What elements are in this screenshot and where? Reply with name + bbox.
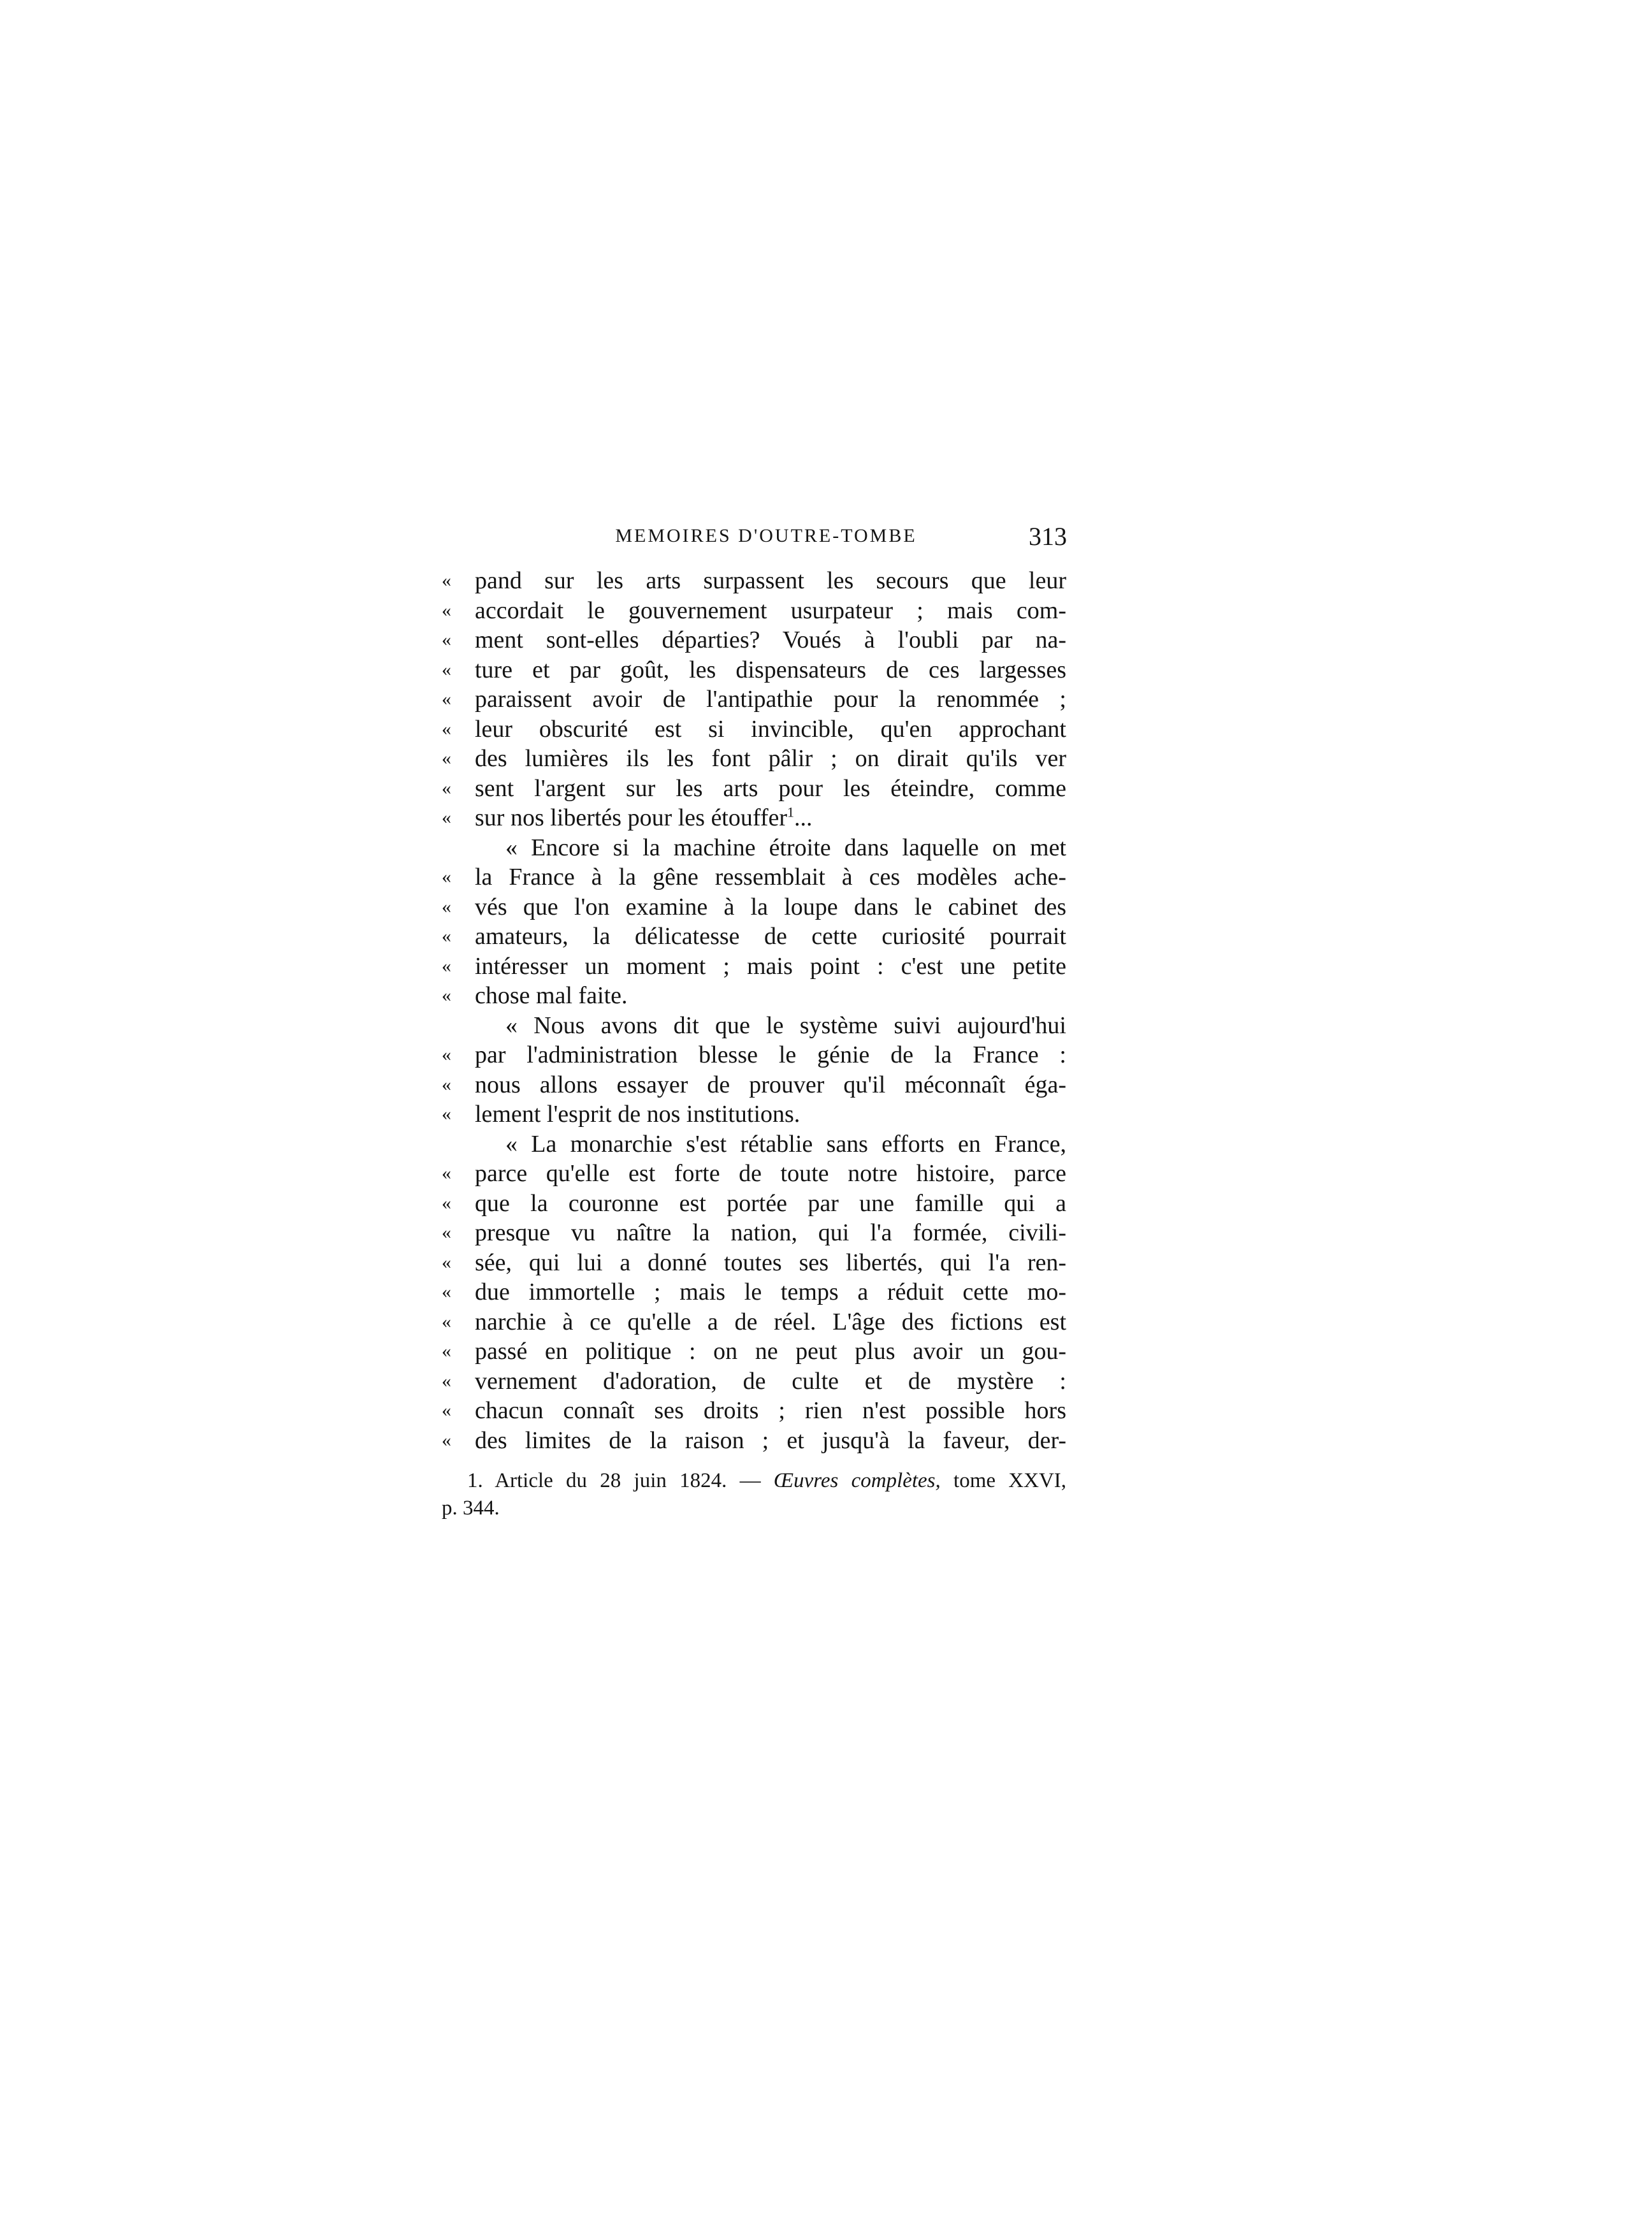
line-words: sée, qui lui a donné toutes ses libertés, qui l'a ren- — [475, 1249, 1066, 1276]
line-text — [475, 922, 1066, 952]
quotation-mark: « — [442, 718, 451, 739]
quotation-mark: « — [442, 748, 451, 769]
text-line — [442, 833, 1066, 863]
line-text — [475, 803, 1066, 833]
line-text — [475, 1040, 1066, 1070]
line-text — [475, 1307, 1066, 1337]
line-text — [475, 566, 1066, 596]
text-line — [442, 1396, 1066, 1426]
quotation-mark: « — [442, 1222, 451, 1243]
quotation-mark: « — [442, 1251, 451, 1273]
body-text — [442, 566, 1066, 1455]
line-words: passé en politique : on ne peut plus avoir un gou- — [475, 1338, 1066, 1365]
text-line — [442, 1100, 1066, 1129]
text-line — [442, 922, 1066, 952]
text-line — [442, 596, 1066, 626]
line-words: leur obscurité est si invincible, qu'en approchant — [475, 715, 1066, 743]
line-text — [475, 981, 1066, 1011]
line-words: la France à la gêne ressemblait à ces modèles ache- — [475, 864, 1066, 890]
text-line — [442, 685, 1066, 715]
footnote-number: 1. — [467, 1469, 483, 1492]
text-line — [442, 715, 1066, 744]
line-text — [475, 952, 1066, 982]
footnote — [442, 1467, 1066, 1522]
line-text — [475, 774, 1066, 804]
quotation-mark: « — [442, 1310, 451, 1332]
line-words: sur nos libertés pour les étouffer — [475, 804, 788, 831]
text-line — [442, 1277, 1066, 1307]
line-text — [475, 715, 1066, 744]
text-line — [442, 803, 1066, 833]
quotation-mark: « — [442, 1340, 451, 1361]
line-text — [475, 1337, 1066, 1367]
line-text — [475, 685, 1066, 715]
footnote-reference: 1 — [787, 804, 795, 820]
line-text — [475, 1189, 1066, 1219]
page-number: 313 — [1029, 522, 1067, 551]
line-text — [475, 625, 1066, 655]
line-words: chacun connaît ses droits ; rien n'est possible hors — [475, 1397, 1066, 1424]
running-head — [465, 521, 1067, 560]
quotation-mark: « — [442, 658, 451, 680]
footnote-line — [442, 1467, 1066, 1495]
line-ellipsis: ... — [794, 804, 813, 831]
quotation-mark: « — [442, 1163, 451, 1184]
quotation-mark: « — [442, 1429, 451, 1451]
line-text — [475, 892, 1066, 922]
quotation-mark: « — [442, 926, 451, 947]
text-line — [442, 655, 1066, 685]
line-words: vernement d'adoration, de culte et de mystère : — [475, 1367, 1066, 1395]
line-words: des limites de la raison ; et jusqu'à la faveur, der- — [475, 1427, 1066, 1454]
line-text — [475, 1277, 1066, 1307]
line-text — [475, 655, 1066, 685]
text-line — [442, 892, 1066, 922]
footnote-page-ref: p. 344. — [442, 1497, 500, 1520]
line-text — [475, 1367, 1066, 1397]
line-words: nous allons essayer de prouver qu'il méconnaît éga- — [475, 1071, 1066, 1098]
footnote-volume: tome XXVI, — [953, 1469, 1067, 1492]
text-line — [442, 1040, 1066, 1070]
quotation-mark: « — [442, 599, 451, 621]
footnote-line — [442, 1495, 1066, 1522]
line-words: due immortelle ; mais le temps a réduit cette mo- — [475, 1279, 1066, 1305]
footnote-work-title: Œuvres complètes, — [773, 1469, 941, 1492]
text-line — [442, 1070, 1066, 1100]
line-words: des lumières ils les font pâlir ; on dirait qu'ils ver — [475, 745, 1066, 772]
line-text — [475, 1070, 1066, 1100]
line-words: « Encore si la machine étroite dans laquelle on met — [505, 834, 1066, 861]
line-text — [475, 744, 1066, 774]
line-words: ment sont-elles départies? Voués à l'oubli par na- — [475, 627, 1066, 653]
text-line — [442, 981, 1066, 1011]
line-words: accordait le gouvernement usurpateur ; mais com- — [475, 597, 1066, 624]
quotation-mark: « — [442, 1103, 451, 1124]
text-line — [442, 952, 1066, 982]
line-words: sent l'argent sur les arts pour les éteindre, comme — [475, 774, 1066, 802]
text-line — [442, 1426, 1066, 1456]
text-line — [442, 1307, 1066, 1337]
line-text — [505, 1129, 1066, 1159]
text-line — [442, 1129, 1066, 1159]
text-line — [442, 862, 1066, 892]
text-line — [442, 744, 1066, 774]
line-text — [475, 1426, 1066, 1456]
line-text — [505, 833, 1066, 863]
text-line — [442, 1367, 1066, 1397]
line-text — [475, 862, 1066, 892]
text-line — [442, 1218, 1066, 1248]
running-title: MEMOIRES D'OUTRE-TOMBE — [615, 525, 917, 546]
line-words: « La monarchie s'est rétablie sans efforts en France, — [505, 1130, 1066, 1158]
line-words: ture et par goût, les dispensateurs de ces largesses — [475, 656, 1066, 683]
quotation-mark: « — [442, 629, 451, 650]
quotation-mark: « — [442, 1370, 451, 1391]
line-text — [475, 1248, 1066, 1278]
quotation-mark: « — [442, 777, 451, 799]
quotation-mark: « — [442, 985, 451, 1006]
line-words: « Nous avons dit que le système suivi aujourd'hui — [505, 1012, 1066, 1039]
line-words: chose mal faite. — [475, 982, 628, 1009]
line-words: pand sur les arts surpassent les secours que leur — [475, 567, 1066, 594]
text-line — [442, 1159, 1066, 1189]
line-words: que la couronne est portée par une famille qui a — [475, 1189, 1066, 1217]
text-line — [442, 1189, 1066, 1219]
line-text — [475, 1159, 1066, 1189]
line-words: lement l'esprit de nos institutions. — [475, 1101, 801, 1128]
line-text — [475, 1396, 1066, 1426]
quotation-mark: « — [442, 688, 451, 709]
line-text — [505, 1011, 1066, 1041]
text-line — [442, 566, 1066, 596]
quotation-mark: « — [442, 1073, 451, 1095]
line-words: par l'administration blesse le génie de la France : — [475, 1042, 1066, 1068]
line-words: amateurs, la délicatesse de cette curiosité pourrait — [475, 923, 1066, 950]
quotation-mark: « — [442, 866, 451, 887]
quotation-mark: « — [442, 570, 451, 591]
quotation-mark: « — [442, 1281, 451, 1302]
line-words: intéresser un moment ; mais point : c'est une petite — [475, 952, 1066, 980]
text-line — [442, 1337, 1066, 1367]
line-text — [475, 1218, 1066, 1248]
text-line — [442, 1248, 1066, 1278]
quotation-mark: « — [442, 896, 451, 917]
text-line — [442, 774, 1066, 804]
quotation-mark: « — [442, 1400, 451, 1421]
line-words: narchie à ce qu'elle a de réel. L'âge des fictions est — [475, 1308, 1066, 1335]
line-words: presque vu naître la nation, qui l'a formée, civili- — [475, 1219, 1066, 1246]
line-words: vés que l'on examine à la loupe dans le cabinet des — [475, 893, 1066, 920]
quotation-mark: « — [442, 1192, 451, 1214]
text-line — [442, 1011, 1066, 1041]
line-words: parce qu'elle est forte de toute notre histoire, parce — [475, 1160, 1066, 1187]
quotation-mark: « — [442, 955, 451, 976]
line-words: paraissent avoir de l'antipathie pour la renommée ; — [475, 686, 1066, 713]
line-text — [475, 1100, 1066, 1129]
quotation-mark: « — [442, 807, 451, 828]
text-line — [442, 625, 1066, 655]
footnote-text: Article du 28 juin 1824. — — [495, 1469, 761, 1492]
line-text — [475, 596, 1066, 626]
quotation-mark: « — [442, 1044, 451, 1065]
